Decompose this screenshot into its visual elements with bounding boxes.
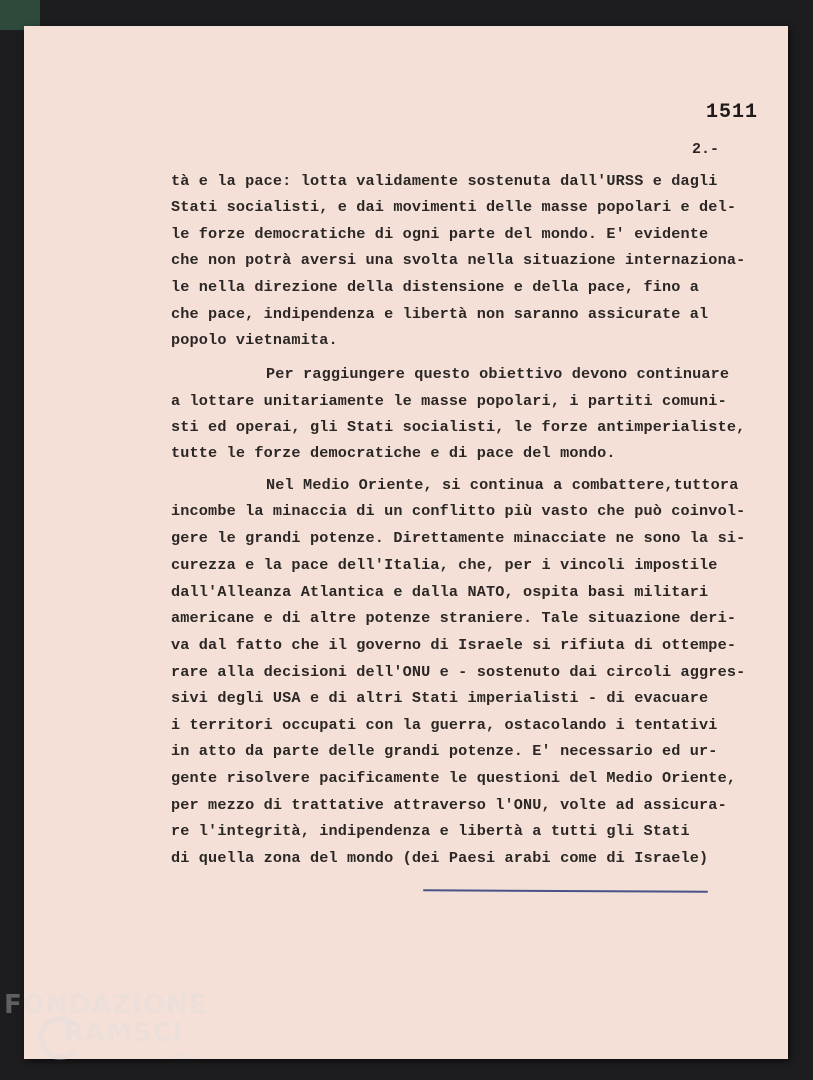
text-line: di quella zona del mondo (dei Paesi arabi come di Israele) xyxy=(171,849,709,867)
text-line: tutte le forze democratiche e di pace del mondo. xyxy=(171,444,616,462)
text-line: i territori occupati con la guerra, ostacolando i tentativi xyxy=(171,716,718,734)
document-page xyxy=(24,26,788,1059)
text-line: incombe la minaccia di un conflitto più vasto che può coinvol- xyxy=(171,502,746,520)
text-line: rare alla decisioni dell'ONU e - sostenuto dai circoli aggres- xyxy=(171,663,746,681)
watermark-line1: FONDAZIONE xyxy=(4,990,208,1020)
text-line: Stati socialisti, e dai movimenti delle masse popolari e del- xyxy=(171,198,737,216)
page-number: 1511 xyxy=(706,101,759,124)
text-line: gente risolvere pacificamente le questioni del Medio Oriente, xyxy=(171,769,737,787)
watermark-line2: RAMSCI xyxy=(64,1018,184,1048)
text-line: le forze democratiche di ogni parte del mondo. E' evidente xyxy=(171,225,709,243)
sub-page-number: 2.- xyxy=(692,141,720,158)
text-line: popolo vietnamita. xyxy=(171,331,338,349)
text-line: sti ed operai, gli Stati socialisti, le forze antimperialiste, xyxy=(171,418,746,436)
text-line: va dal fatto che il governo di Israele si rifiuta di ottempe- xyxy=(171,636,737,654)
text-line: curezza e la pace dell'Italia, che, per i vincoli impostile xyxy=(171,556,718,574)
watermark-small: onlus xyxy=(169,1052,197,1062)
text-line: Nel Medio Oriente, si continua a combattere,tuttora xyxy=(266,476,739,494)
text-line: che non potrà aversi una svolta nella situazione internaziona- xyxy=(171,251,746,269)
text-line: a lottare unitariamente le masse popolari, i partiti comuni- xyxy=(171,392,727,410)
text-line: tà e la pace: lotta validamente sostenuta dall'URSS e dagli xyxy=(171,172,718,190)
text-line: sivi degli USA e di altri Stati imperialisti - di evacuare xyxy=(171,689,709,707)
text-line: dall'Alleanza Atlantica e dalla NATO, ospita basi militari xyxy=(171,583,709,601)
text-line: Per raggiungere questo obiettivo devono continuare xyxy=(266,365,730,383)
text-line: per mezzo di trattative attraverso l'ONU, volte ad assicura- xyxy=(171,796,727,814)
text-line: che pace, indipendenza e libertà non saranno assicurate al xyxy=(171,305,709,323)
text-line: americane e di altre potenze straniere. Tale situazione deri- xyxy=(171,609,737,627)
text-line: in atto da parte delle grandi potenze. E' necessario ed ur- xyxy=(171,742,718,760)
watermark-logo xyxy=(4,990,208,1070)
text-line: le nella direzione della distensione e della pace, fino a xyxy=(171,278,700,296)
text-line: re l'integrità, indipendenza e libertà a tutti gli Stati xyxy=(171,822,690,840)
text-line: gere le grandi potenze. Direttamente minacciate ne sono la si- xyxy=(171,529,746,547)
